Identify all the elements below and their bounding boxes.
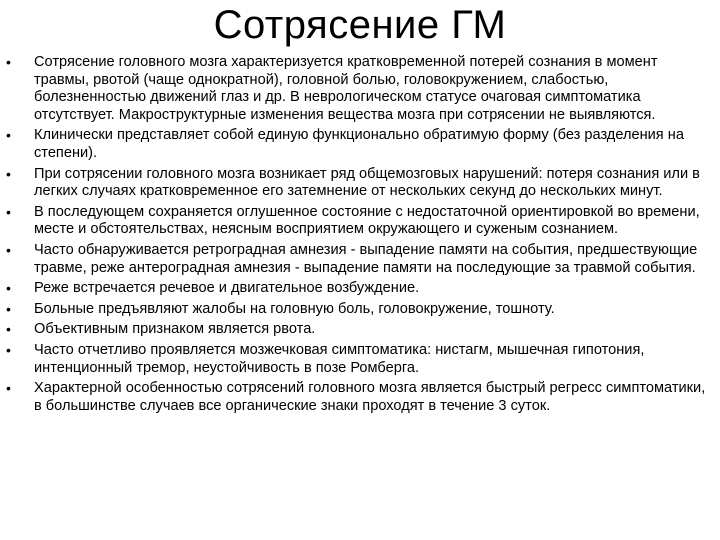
bullet-icon: • [6,321,11,338]
bullet-icon: • [6,165,11,182]
bullet-text: При сотрясении головного мозга возникает ряд общемозговых нарушений: потеря сознания или в легких случаях кратковременное его затемнение от нескольких секунд до нескольких минут. [34,165,700,200]
list-item [0,342,720,377]
bullet-text: Больные предъявляют жалобы на головную боль, головокружение, тошноту. [34,300,555,317]
list-item [0,166,720,201]
bullet-text: Сотрясение головного мозга характеризуется кратковременной потерей сознания в момент травмы, рвотой (чаще однократной), головной болью, головокружением, слабостью, болезненностью движений глаз и др. В неврологическом статусе очаговая симптоматика отсутствует. Макроструктурные изменения вещества мозга при сотрясении не выявляются. [34,54,658,123]
list-item [0,204,720,239]
list-item [0,280,720,298]
bullet-text: В последующем сохраняется оглушенное состояние с недостаточной ориентировкой во времени, месте и обстоятельствах, неясным восприятием окружающего и суженым сознанием. [34,203,700,238]
bullet-icon: • [6,203,11,220]
bullet-text: Объективным признаком является рвота. [34,321,316,338]
bullet-text: Характерной особенностью сотрясений головного мозга является быстрый регресс симптоматики, в большинстве случаев все органические знаки проходят в течение 3 суток. [34,380,706,414]
bullet-icon: • [6,54,11,70]
bullet-text: Часто обнаруживается ретроградная амнезия - выпадение памяти на события, предшествующие травме, реже антероградная амнезия - выпадение памяти на последующие за травмой события. [34,241,698,276]
bullet-icon: • [6,241,11,258]
bullet-list [0,54,720,418]
bullet-text: Часто отчетливо проявляется мозжечковая симптоматика: нистагм, мышечная гипотония, интенционный тремор, неустойчивость в позе Ромберга. [34,341,645,376]
bullet-text: Реже встречается речевое и двигательное возбуждение. [34,280,420,297]
list-item [0,127,720,162]
list-item [0,301,720,319]
list-item [0,321,720,339]
list-item [0,54,720,124]
bullet-icon: • [6,341,11,358]
list-item [0,242,720,277]
bullet-icon: • [6,127,11,144]
slide-title: Сотрясение ГМ [213,3,507,47]
bullet-text: Клинически представляет собой единую функционально обратимую форму (без разделения на степени). [34,127,684,161]
bullet-icon: • [6,300,11,317]
bullet-icon: • [6,380,11,397]
bullet-icon: • [6,280,11,297]
list-item [0,380,720,415]
